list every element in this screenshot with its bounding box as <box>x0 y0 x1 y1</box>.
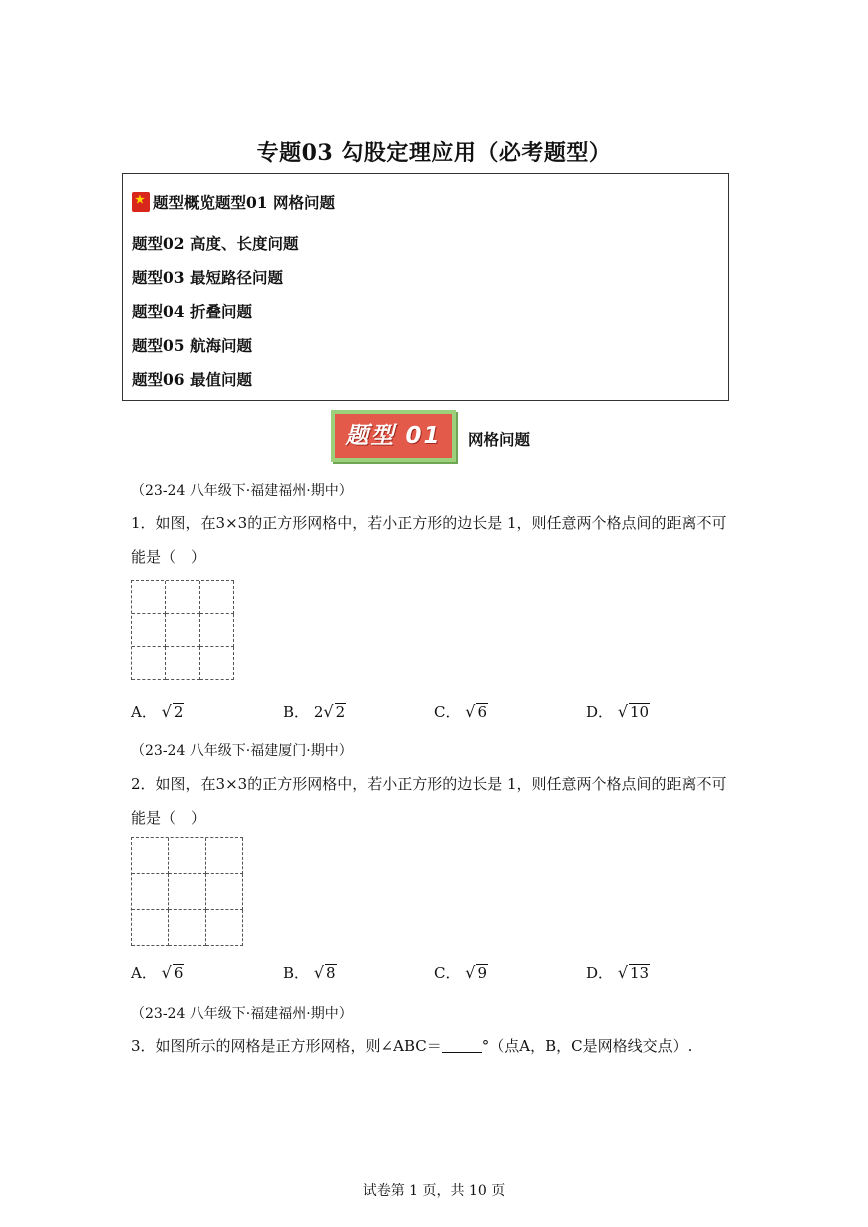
overview-box <box>122 173 729 401</box>
q1-option-a[interactable]: A． √ 2 <box>131 702 184 721</box>
q1-option-c[interactable]: C． √ 6 <box>434 702 488 721</box>
page-footer: 试卷第 1 页，共 10 页 <box>362 1183 506 1199</box>
page-title: 专题03 勾股定理应用（必考题型） <box>256 140 612 166</box>
section-banner-text: 题型 01 <box>345 423 442 449</box>
q1-option-d[interactable]: D． √ 10 <box>586 702 650 721</box>
q3-line1-pre: 3．如图所示的网格是正方形网格，则∠ABC＝ <box>131 1037 442 1055</box>
q1-option-b[interactable]: B． 2√ 2 <box>283 702 346 721</box>
section-banner <box>331 410 456 462</box>
q2-line2: 能是（ ） <box>131 809 207 827</box>
q2-option-a[interactable]: A． √ 6 <box>131 963 184 982</box>
section-label: 网格问题 <box>468 430 531 449</box>
overview-line-6: 题型06 最值问题 <box>132 370 252 389</box>
overview-line-4: 题型04 折叠问题 <box>132 302 252 321</box>
q2-grid-figure <box>131 837 243 946</box>
q2-text <box>131 767 741 835</box>
q1-source: （23-24 八年级下·福建福州·期中） <box>131 483 353 499</box>
q1-line2: 能是（ ） <box>131 548 207 566</box>
overview-line-3: 题型03 最短路径问题 <box>132 268 283 287</box>
q2-option-b[interactable]: B． √ 8 <box>283 963 336 982</box>
q3-text <box>131 1029 741 1063</box>
q1-text <box>131 506 741 574</box>
q3-answer-blank[interactable] <box>442 1038 482 1053</box>
overview-line-2: 题型02 高度、长度问题 <box>132 234 299 253</box>
q1-line1: 1．如图，在3×3的正方形网格中，若小正方形的边长是 1，则任意两个格点间的距离不可 <box>131 514 727 532</box>
q2-option-d[interactable]: D． √ 13 <box>586 963 650 982</box>
q2-source: （23-24 八年级下·福建厦门·期中） <box>131 743 353 759</box>
overview-line-5: 题型05 航海问题 <box>132 336 252 355</box>
q3-source: （23-24 八年级下·福建福州·期中） <box>131 1006 353 1022</box>
q2-line1: 2．如图，在3×3的正方形网格中，若小正方形的边长是 1，则任意两个格点间的距离不可 <box>131 775 727 793</box>
book-icon: ★ <box>132 192 150 212</box>
q3-line1-post: °（点A，B，C是网格线交点）. <box>481 1037 693 1055</box>
q1-grid-figure <box>131 580 234 680</box>
overview-line-1 <box>132 191 335 213</box>
q2-option-c[interactable]: C． √ 9 <box>434 963 488 982</box>
overview-line-1-text: 题型概览题型01 网格问题 <box>153 193 335 212</box>
